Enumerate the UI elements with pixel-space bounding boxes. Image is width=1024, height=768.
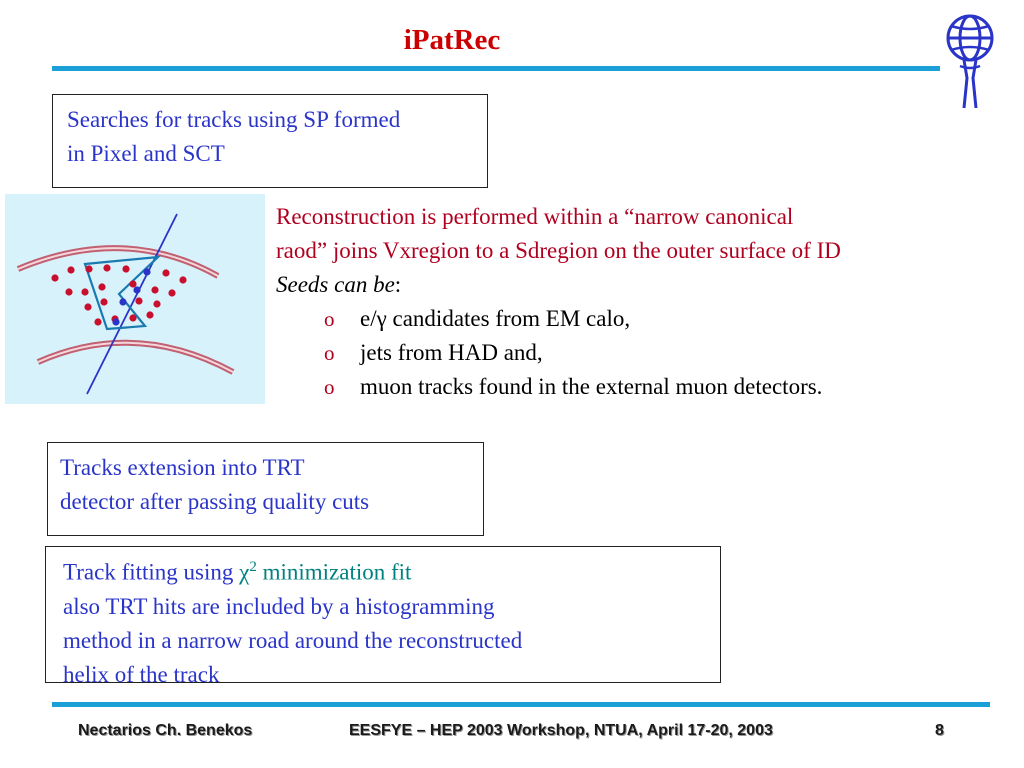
bullet-marker: o: [324, 375, 335, 399]
seed-item-label: muon tracks found in the external muon detectors.: [360, 374, 823, 399]
fit-prefix: Track fitting using: [63, 559, 240, 585]
bullet-marker: o: [324, 341, 335, 365]
sp-search-box: [52, 94, 488, 188]
trt-extension-line-2: detector after passing quality cuts: [60, 489, 370, 514]
fit-suffix: minimization fit: [256, 559, 412, 585]
seed-item-em: [276, 302, 996, 336]
top-divider: [52, 66, 940, 71]
track-fitting-box: [45, 546, 721, 687]
sp-search-line-1: Searches for tracks using SP formed: [67, 107, 401, 132]
track-fitting-line-2: also TRT hits are included by a histogramming: [63, 593, 495, 619]
reconstruction-text: [276, 200, 996, 404]
track-fitting-line-3: method in a narrow road around the reconstructed: [63, 627, 523, 653]
track-fitting-line-1: [63, 550, 710, 590]
reconstruction-line-2: raod” joins Vxregion to a Sdregion on the outer surface of ID: [276, 238, 841, 263]
atlas-logo-icon: [940, 8, 1000, 112]
sp-search-line-2: in Pixel and SCT: [67, 141, 225, 166]
footer-event: EESFYE – HEP 2003 Workshop, NTUA, April 17-20, 2003: [349, 722, 773, 739]
seeds-label: Seeds can be: [276, 272, 395, 297]
seeds-colon: :: [394, 272, 402, 297]
slide-title: iPatRec: [403, 24, 501, 56]
footer-author: Nectarios Ch. Benekos: [78, 722, 253, 739]
seed-item-muon: [276, 370, 996, 404]
footer-page-number: 8: [935, 722, 944, 739]
bottom-divider: [52, 702, 990, 707]
reconstruction-line-1: Reconstruction is performed within a “narrow canonical: [276, 204, 794, 229]
seed-item-label: e/γ candidates from EM calo,: [360, 306, 631, 331]
seed-item-label: jets from HAD and,: [360, 340, 543, 365]
seed-item-jets: [276, 336, 996, 370]
road-diagram: [5, 194, 265, 404]
chi-exponent: 2: [249, 559, 257, 575]
track-fitting-line-4: helix of the track: [63, 661, 220, 687]
trt-extension-box: [47, 442, 484, 536]
trt-extension-line-1: Tracks extension into TRT: [60, 455, 305, 480]
chi-symbol: χ: [239, 559, 250, 585]
bullet-marker: o: [324, 307, 335, 331]
seeds-line: [276, 268, 996, 302]
